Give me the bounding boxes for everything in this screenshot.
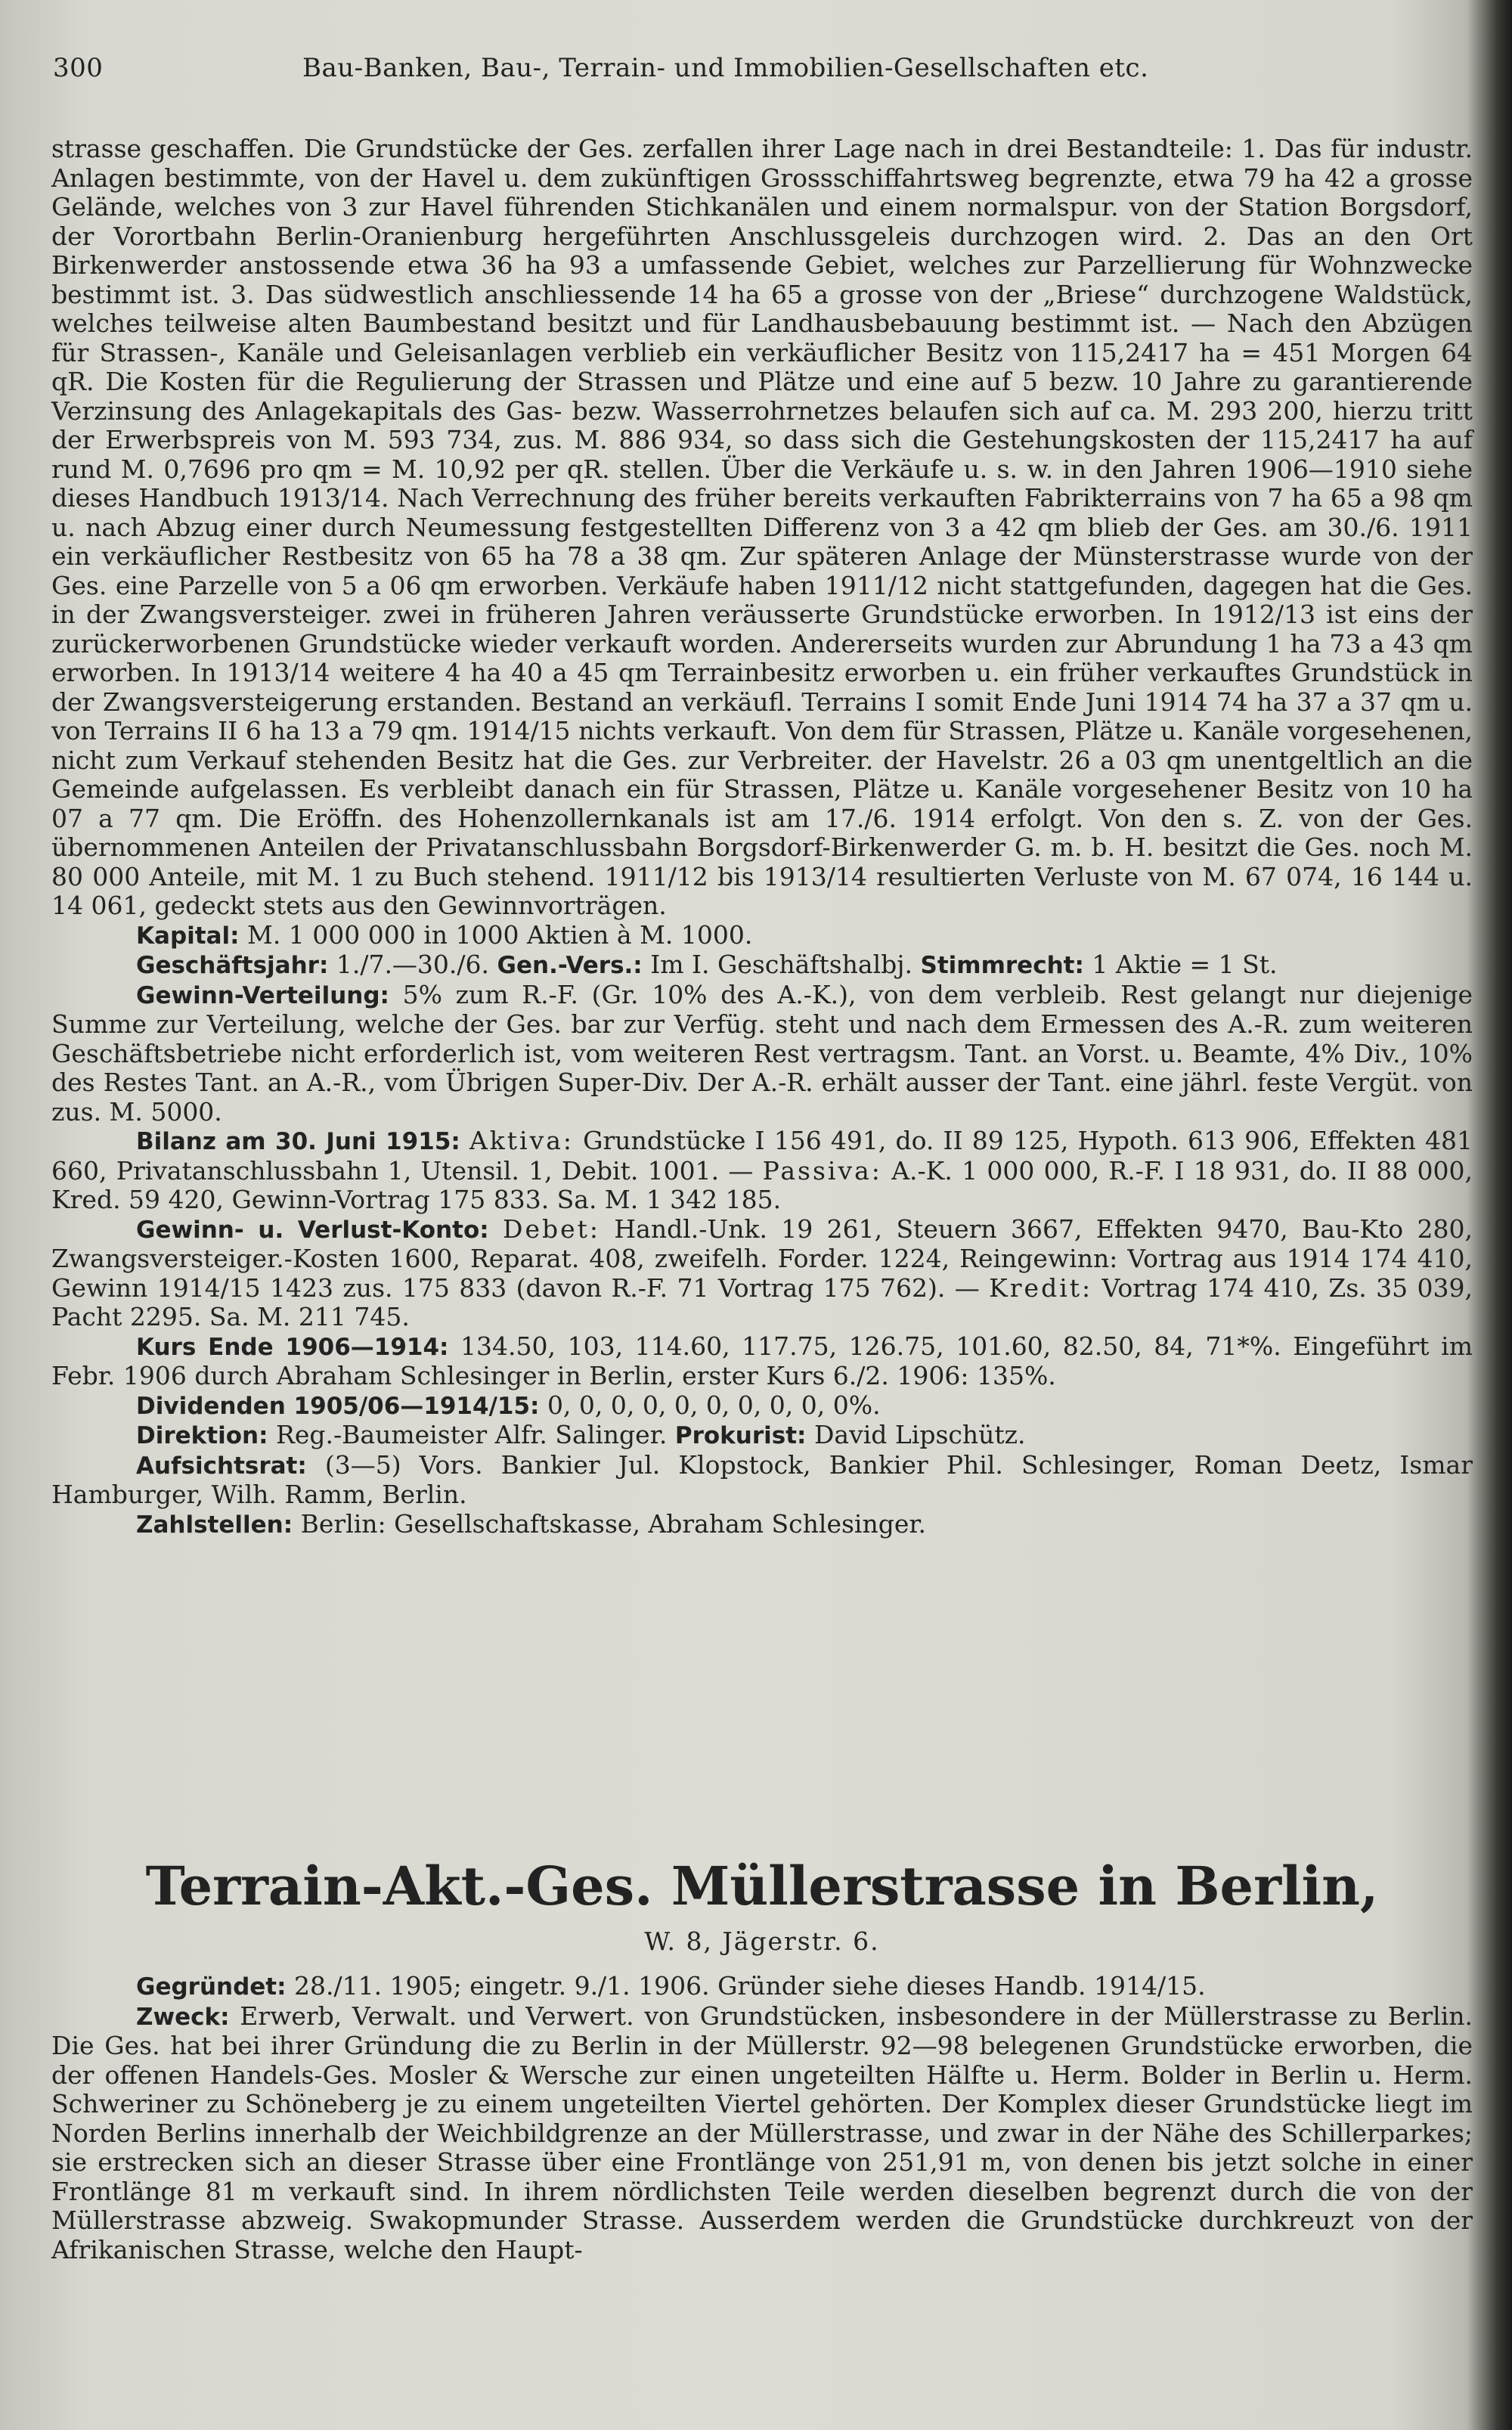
dir-value: Reg.-Baumeister Alfr. Salinger. [276,1420,668,1449]
bilanz-label: Bilanz am 30. Juni 1915: [136,1128,460,1155]
zweck [51,2002,1473,2265]
direktion [51,1421,1473,1451]
gewv-value: 5% zum R.-F. (Gr. 10% des A.-K.), von dem verbleib. Rest gelangt nur diejenige Summe zur Verteilung, welche der Ges. bar zur Verfüg. steht und nach dem Ermessen des A.-R. zum weiteren Geschäftsbetriebe nicht erforderlich ist, vom weiteren Rest vertragsm. Tant. an Vorst. u. Beamte, 4% Div., 10% des Restes Tant. an A.-R., vom Übrigen Super-Div. Der A.-R. erhält ausser der Tant. eine jährl. feste Vergüt. von zus. M. 5000. [51,979,1473,1127]
kurs [51,1332,1473,1391]
gv-label: Gen.-Vers.: [497,952,643,979]
gv-value: Im I. Geschäftshalbj. [650,950,913,979]
company-entry-1 [51,135,1473,1539]
gewinn-verlust-konto [51,1215,1473,1332]
zahl-value: Berlin: Gesellschaftskasse, Abraham Schlesinger. [300,1508,927,1539]
gj-label: Geschäftsjahr: [136,952,329,979]
kurs-label: Kurs Ende 1906—1914: [136,1333,449,1361]
land-description: strasse geschaffen. Die Grundstücke der Ges. zerfallen ihrer Lage nach in drei Bestandteile: 1. Das für industr. Anlagen bestimmte, von der Havel u. dem zukünftigen Grossschiffahrtsweg begrenzte, etwa 79 ha 42 a grosse Gelände, welches von 3 zur Havel führenden Stichkanälen und einem normalspur. von der Station Borgsdorf, der Vorortbahn Berlin-Oranienburg hergeführten Anschlussgeleis durchzogen wird. 2. Das an den Ort Birkenwerder anstossende etwa 36 ha 93 a umfassende Gebiet, welches zur Parzellierung für Wohnzwecke bestimmt ist. 3. Das südwestlich anschliessende 14 ha 65 a grosse von der „Briese“ durchzogene Waldstück, welches teilweise alten Baumbestand besitzt und für Landhausbebauung bestimmt ist. — Nach den Abzügen für Strassen-, Kanäle und Geleisanlagen verblieb ein verkäuflicher Besitz von 115,2417 ha = 451 Morgen 64 qR. Die Kosten für die Regulierung der Strassen und Plätze und eine auf 5 bezw. 10 Jahre zu garantierende Verzinsung des Anlagekapitals des Gas- bezw. Wasserrohrnetzes belaufen sich auf ca. M. 293 200, hierzu tritt der Erwerbspreis von M. 593 734, zus. M. 886 934, so dass sich die Gestehungskosten der 115,2417 ha auf rund M. 0,7696 pro qm = M. 10,92 per qR. stellen. Über die Verkäufe u. s. w. in den Jahren 1906—1910 siehe dieses Handbuch 1913/14. Nach Verrechnung des früher bereits verkauften Fabrikterrains von 7 ha 65 a 98 qm u. nach Abzug einer durch Neumessung festgestellten Differenz von 3 a 42 qm blieb der Ges. am 30./6. 1911 ein verkäuflicher Restbesitz von 65 ha 78 a 38 qm. Zur späteren Anlage der Münsterstrasse wurde von der Ges. eine Parzelle von 5 a 06 qm erworben. Verkäufe haben 1911/12 nicht stattgefunden, dagegen hat die Ges. in der Zwangsversteiger. zwei in früheren Jahren veräusserte Grundstücke erworben. In 1912/13 ist eins der zurückerworbenen Grundstücke wieder verkauft worden. Andererseits wurden zur Abrundung 1 ha 73 a 43 qm erworben. In 1913/14 weitere 4 ha 40 a 45 qm Terrainbesitz erworben u. ein früher verkauftes Grundstück in der Zwangsversteigerung erstanden. Bestand an verkäufl. Terrains I somit Ende Juni 1914 74 ha 37 a 37 qm u. von Terrains II 6 ha 13 a 79 qm. 1914/15 nichts verkauft. Von dem für Strassen, Plätze u. Kanäle vorgesehenen, nicht zum Verkauf stehenden Besitz hat die Ges. zur Verbreiter. der Havelstr. 26 a 03 qm unentgeltlich an die Gemeinde aufgelassen. Es verbleibt danach ein für Strassen, Plätze u. Kanäle vorgesehener Besitz von 10 ha 07 a 77 qm. Die Eröffn. des Hohenzollernkanals ist am 17./6. 1914 erfolgt. Von den s. Z. von der Ges. übernommenen Anteilen der Privatanschlussbahn Borgsdorf-Birkenwerder G. m. b. H. besitzt die Ges. noch M. 80 000 Anteile, mit M. 1 zu Buch stehend. 1911/12 bis 1913/14 resultierten Verluste von M. 67 074, 16 144 u. 14 061, gedeckt stets aus den Gewinnvorträgen. [51,134,1473,920]
gegr-label: Gegründet: [136,1973,287,2001]
gegr-value: 28./11. 1905; eingetr. 9./1. 1906. Gründer siehe dieses Handb. 1914/15. [294,1971,1206,2001]
zahl-label: Zahlstellen: [136,1511,293,1539]
zweck-label: Zweck: [136,2003,230,2031]
gj-value: 1./7.—30./6. [336,950,490,979]
kredit-label: Kredit: [989,1272,1093,1303]
ar-label: Aufsichtsrat: [136,1452,307,1480]
company-address: W. 8, Jägerstr. 6. [644,1926,880,1956]
zahlstellen [51,1510,1473,1540]
debet-label: Debet: [503,1213,601,1244]
st-label: Stimmrecht: [920,952,1084,979]
geschaeftsjahr-line [51,950,1473,981]
dir-label: Direktion: [136,1422,268,1449]
company-title: Terrain-Akt.-Ges. Müllerstrasse in Berlin, [145,1855,1379,1917]
dividenden [51,1391,1473,1421]
page-header [53,53,1444,98]
bilanz [51,1127,1473,1215]
kredit-value: Vortrag 174 410, Zs. 35 039, Pacht 2295. Sa. M. 211 745. [51,1272,1473,1331]
aktiva-label: Aktiva: [469,1126,575,1155]
kapital-line [51,921,1473,951]
running-title: Bau-Banken, Bau-, Terrain- und Immobilien-Gesellschaften etc. [302,53,1149,83]
debet-value: Handl.-Unk. 19 261, Steuern 3667, Effekten 9470, Bau-Kto 280, Zwangsversteiger.-Kosten 1600, Reparat. 408, zweifelh. Forder. 1224, Reingewinn: Vortrag aus 1914 174 410, Gewinn 1914/15 1423 zus. 175 833 (davon R.-F. 71 Vortrag 175 762). — [51,1213,1473,1303]
st-value: 1 Aktie = 1 St. [1092,950,1278,979]
gewinn-verteilung [51,981,1473,1127]
div-value: 0, 0, 0, 0, 0, 0, 0, 0, 0, 0%. [547,1390,881,1420]
passiva-label: Passiva: [762,1155,882,1186]
zweck-value: Erwerb, Verwalt. und Verwert. von Grundstücken, insbesondere in der Müllerstrasse zu Berlin. Die Ges. hat bei ihrer Gründung die zu Berlin in der Müllerstr. 92—98 belegenen Grundstücke erworben, die der offenen Handels-Ges. Mosler & Wersche zur einen ungeteilten Hälfte u. Herm. Bolder in Berlin u. Herm. Schweriner zu Schöneberg je zu einem ungeteilten Viertel gehörten. Der Komplex dieser Grundstücke liegt im Norden Berlins innerhalb der Weichbildgrenze an der Müllerstrasse, und zwar in der Nähe des Schillerparkes; sie erstrecken sich an dieser Strasse über eine Frontlänge von 251,91 m, von denen bis jetzt solche in einer Frontlänge 81 m verkauft sind. In ihrem nördlichsten Teile werden dieselben begrenzt durch die von der Müllerstrasse abzweig. Swakopmunder Strasse. Ausserdem werden die Grundstücke durchkreuzt von der Afrikanischen Strasse, welche den Haupt- [51,2001,1473,2264]
gegruendet [51,1972,1473,2002]
prok-value: David Lipschütz. [813,1420,1026,1449]
aktiva-value: Grundstücke I 156 491, do. II 89 125, Hypoth. 613 906, Effekten 481 660, Privatanschlussbahn 1, Utensil. 1, Debit. 1001. — [51,1126,1473,1186]
ar-value: (3—5) Vors. Bankier Jul. Klopstock, Bankier Phil. Schlesinger, Roman Deetz, Ismar Hamburger, Wilh. Ramm, Berlin. [51,1449,1473,1509]
prok-label: Prokurist: [674,1422,807,1449]
div-label: Dividenden 1905/06—1914/15: [136,1392,540,1420]
gewv-label: Gewinn-Verteilung: [136,981,389,1009]
company-entry-2 [51,1972,1473,2264]
passiva-value: A.-K. 1 000 000, R.-F. I 18 931, do. II 88 000, Kred. 59 420, Gewinn-Vortrag 175 833. Sa. M. 1 342 185. [51,1155,1473,1214]
kapital-label: Kapital: [136,922,240,950]
guv-label: Gewinn- u. Verlust-Konto: [136,1216,489,1244]
kapital-value: M. 1 000 000 in 1000 Aktien à M. 1000. [247,919,753,950]
page-number: 300 [53,53,104,83]
kurs-value: 134.50, 103, 114.60, 117.75, 126.75, 101.60, 82.50, 84, 71*%. Eingeführt im Febr. 1906 durch Abraham Schlesinger in Berlin, erster Kurs 6./2. 1906: 135%. [51,1331,1473,1390]
aufsichtsrat [51,1451,1473,1510]
